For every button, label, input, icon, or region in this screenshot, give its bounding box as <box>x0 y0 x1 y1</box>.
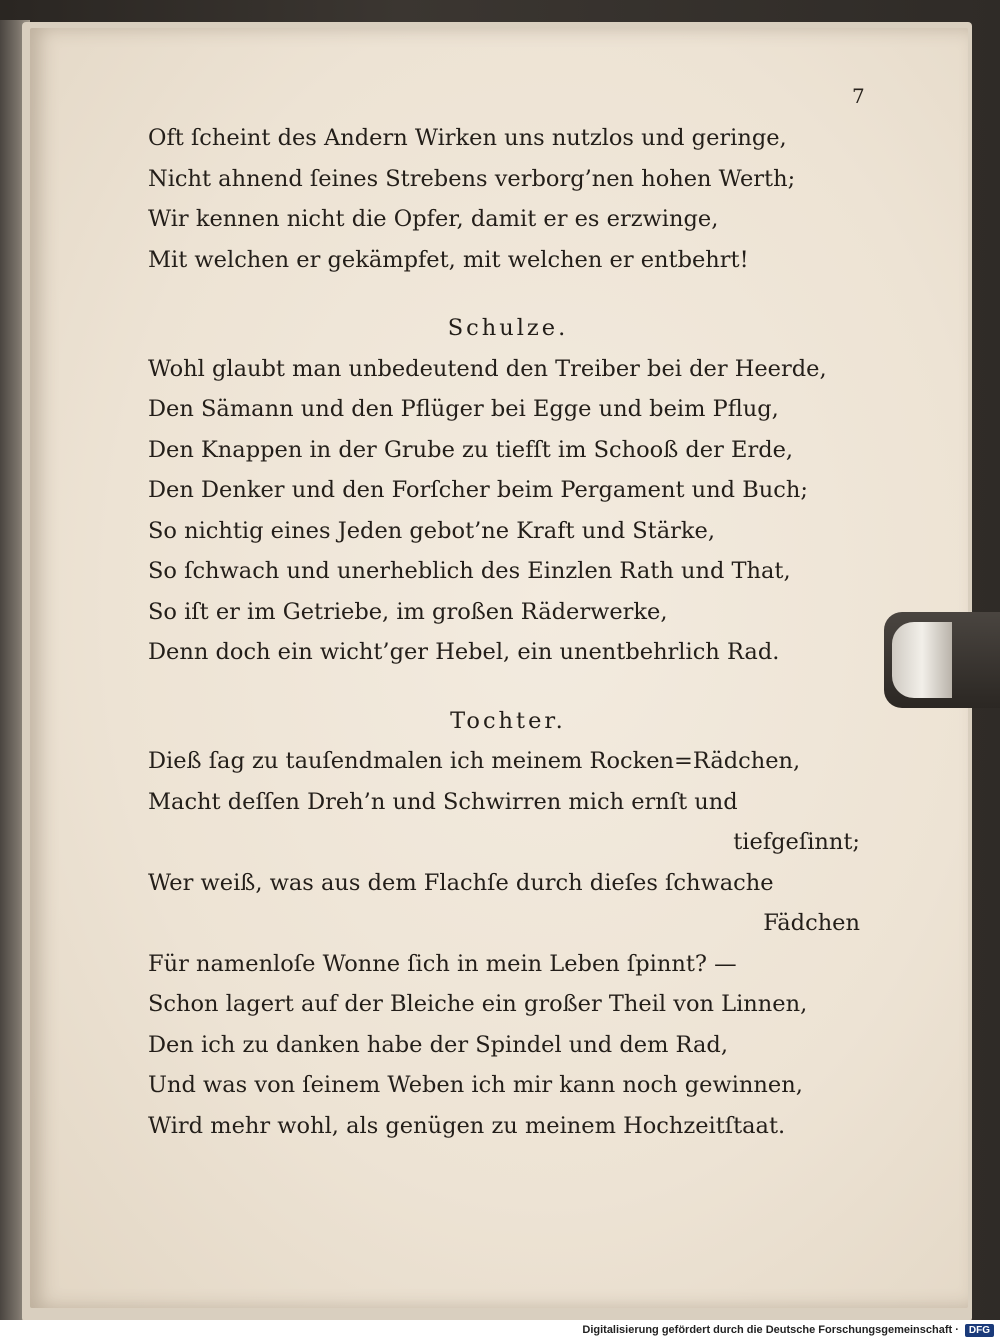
dfg-logo: DFG <box>965 1324 994 1337</box>
verse-line: Wohl glaubt man unbedeutend den Treiber bei der Heerde, <box>148 355 827 382</box>
verse-line: Denn doch ein wicht’ger Hebel, ein unentbehrlich Rad. <box>148 639 780 665</box>
verse-line: Macht deſſen Dreh’n und Schwirren mich ernſt und <box>148 788 738 815</box>
page-clip-highlight <box>892 622 952 698</box>
verse-line: Mit welchen er gekämpfet, mit welchen er entbehrt! <box>148 246 749 273</box>
page-clip <box>884 612 1000 708</box>
verse-line: Nicht ahnend ſeines Strebens verborg’nen hohen Werth; <box>148 165 796 192</box>
verse-line: Schon lagert auf der Bleiche ein großer Theil von Linnen, <box>148 991 808 1017</box>
verse-line-continuation: Fädchen <box>763 910 860 936</box>
verse-line: Den Sämann und den Pflüger bei Egge und beim Pflug, <box>148 396 779 422</box>
verse-line-continuation: tiefgeſinnt; <box>733 829 860 855</box>
verse-line: Den Knappen in der Grube zu tiefſt im Schooß der Erde, <box>148 436 794 463</box>
verse-line: Den Denker und den Forſcher beim Pergament und Buch; <box>148 477 808 503</box>
digitization-credit: Digitalisierung gefördert durch die Deutsche Forschungsgemeinschaft · <box>582 1324 959 1336</box>
verse-line: Und was von ſeinem Weben ich mir kann noch gewinnen, <box>148 1072 803 1098</box>
speaker-heading-tochter: Tochter. <box>450 707 566 734</box>
poem-text <box>148 118 868 1146</box>
page-number: 7 <box>852 84 865 108</box>
verse-line: Wird mehr wohl, als genügen zu meinem Hochzeitſtaat. <box>148 1112 786 1139</box>
verse-line: So iſt er im Getriebe, im großen Räderwerke, <box>148 598 668 625</box>
verse-line: So ſchwach und unerheblich des Einzlen Rath und That, <box>148 558 791 584</box>
verse-line: Oft ſcheint des Andern Wirken uns nutzlos und geringe, <box>148 125 787 151</box>
speaker-heading-schulze: Schulze. <box>447 315 569 341</box>
verse-line: So nichtig eines Jeden gebot’ne Kraft und Stärke, <box>148 517 715 544</box>
verse-line: Dieß ſag zu tauſendmalen ich meinem Rocken=Rädchen, <box>148 748 801 774</box>
verse-line: Wir kennen nicht die Opfer, damit er es erzwinge, <box>148 206 719 232</box>
digitization-credit-bar <box>0 1320 1000 1340</box>
verse-line: Für namenloſe Wonne ſich in mein Leben ſpinnt? — <box>148 950 737 977</box>
verse-line: Den ich zu danken habe der Spindel und dem Rad, <box>148 1031 728 1058</box>
verse-line: Wer weiß, was aus dem Flachſe durch dieſes ſchwache <box>148 869 774 896</box>
